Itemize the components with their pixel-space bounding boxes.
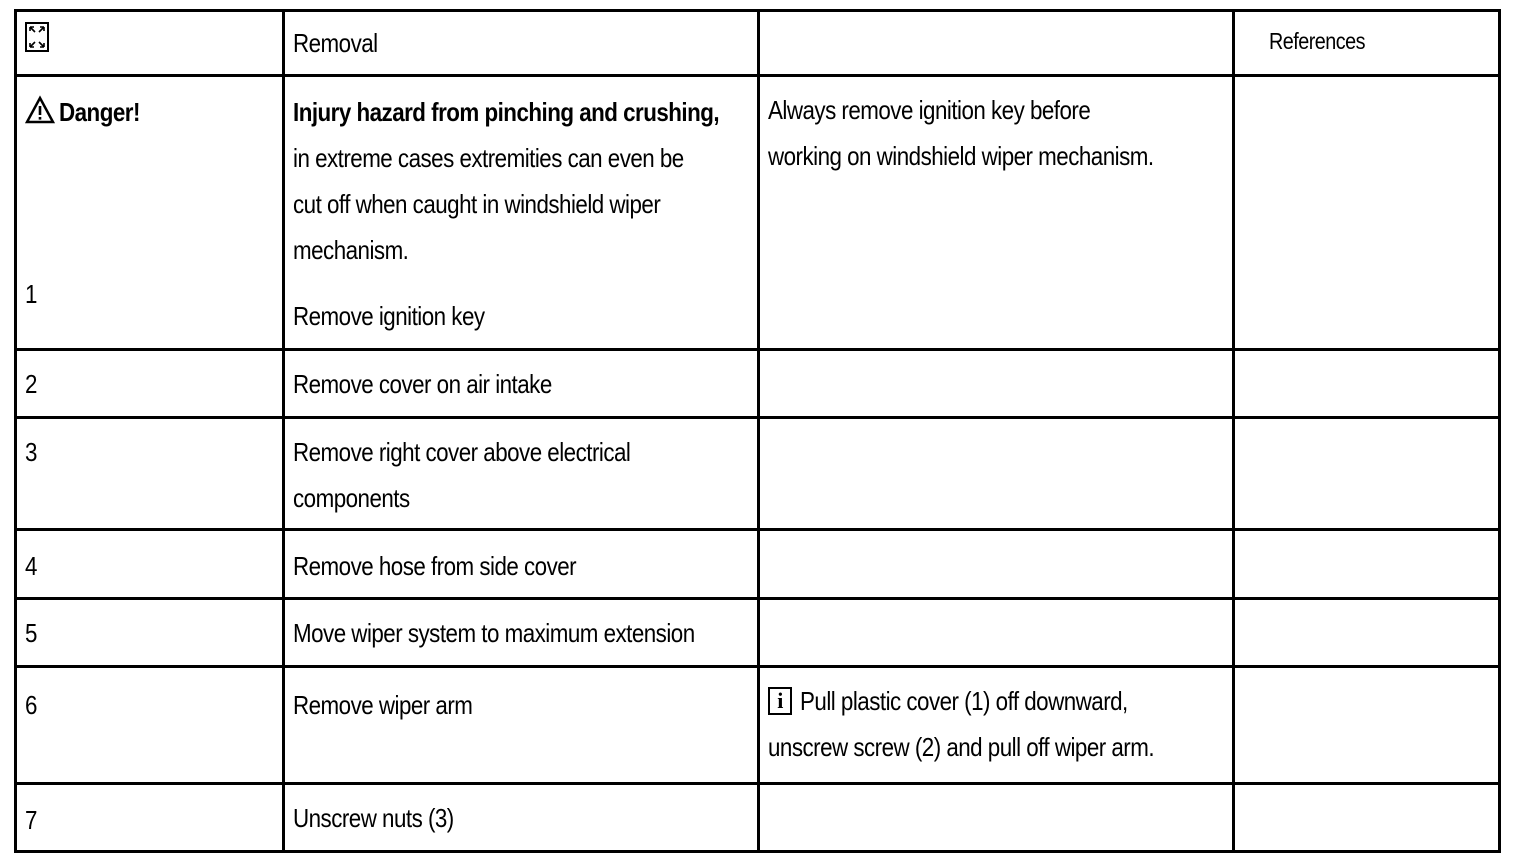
reference-cell [1234, 530, 1500, 599]
step-note-cell [759, 599, 1234, 667]
table-row [16, 530, 1500, 599]
table-row [16, 667, 1500, 784]
danger-row [16, 76, 1500, 350]
hazard-line: in extreme cases extremities can even be [292, 143, 684, 173]
step-number-cell: 3 [16, 418, 284, 530]
table-row [16, 599, 1500, 667]
step-number-cell: 6 [16, 667, 284, 784]
danger-cell [16, 76, 284, 350]
note-line: Always remove ignition key before [768, 95, 1091, 125]
step-number-cell: 5 [16, 599, 284, 667]
danger-note-cell [759, 76, 1234, 350]
step-action-cell: Unscrew nuts (3) [283, 784, 758, 852]
table-row [16, 418, 1500, 530]
step-action-cell: Remove hose from side cover [283, 530, 758, 599]
step-note-cell [759, 530, 1234, 599]
danger-label: Danger! [59, 97, 140, 127]
step-action-cell: Move wiper system to maximum extension [283, 599, 758, 667]
step-note-cell [759, 418, 1234, 530]
note-line: working on windshield wiper mechanism. [768, 141, 1154, 171]
step-action-cell: Remove cover on air intake [283, 350, 758, 418]
step-number-cell: 4 [16, 530, 284, 599]
step-number: 1 [25, 279, 37, 309]
step-note-cell [759, 667, 1234, 784]
info-icon: i [768, 687, 792, 715]
warning-triangle-icon [25, 93, 55, 139]
header-icon-cell [16, 11, 284, 76]
hazard-line: Injury hazard from pinching and crushing, [292, 97, 719, 127]
note-line: unscrew screw (2) and pull off wiper arm. [768, 732, 1155, 762]
reference-cell [1234, 418, 1500, 530]
table-row [16, 350, 1500, 418]
step-note-cell [759, 784, 1234, 852]
header-notes [759, 11, 1234, 76]
danger-hazard-cell [283, 76, 758, 350]
reference-cell [1234, 599, 1500, 667]
note-line: Pull plastic cover (1) off downward, [800, 686, 1128, 716]
header-removal: Removal [283, 11, 758, 76]
step-action-cell: Remove right cover above electrical components [283, 418, 758, 530]
procedure-table [14, 9, 1501, 853]
hazard-line: mechanism. [292, 235, 409, 265]
header-references: References [1234, 11, 1500, 76]
hazard-line: cut off when caught in windshield wiper [292, 189, 661, 219]
reference-cell [1234, 76, 1500, 350]
step-action-cell: Remove wiper arm [283, 667, 758, 784]
header-row [16, 11, 1500, 76]
reference-cell [1234, 784, 1500, 852]
reference-cell [1234, 667, 1500, 784]
expand-icon [25, 22, 49, 52]
step-number-cell: 2 [16, 350, 284, 418]
step-note-cell [759, 350, 1234, 418]
reference-cell [1234, 350, 1500, 418]
step-action: Remove ignition key [292, 301, 485, 331]
step-number-cell: 7 [16, 784, 284, 852]
table-row [16, 784, 1500, 852]
